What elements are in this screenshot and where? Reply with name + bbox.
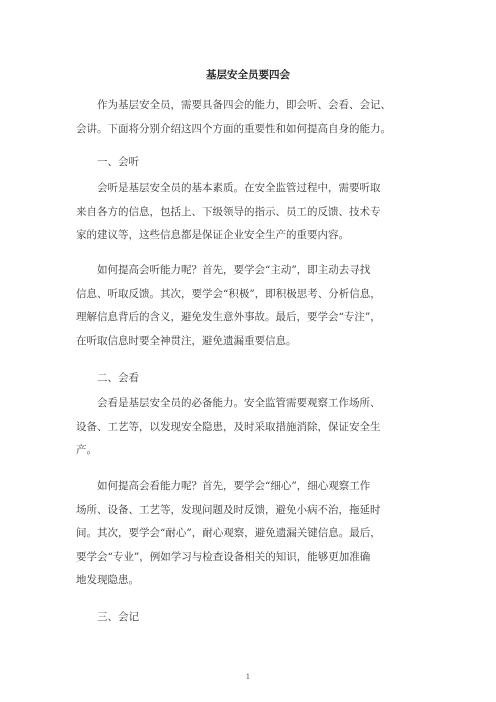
document-title: 基层安全员要四会 xyxy=(206,69,290,81)
section2-paragraph-1 xyxy=(76,392,436,463)
text-line: 信息、听取反馈。其次，要学会“积极”，即积极思考、分析信息， xyxy=(76,287,381,300)
text-line: 会听是基层安全员的基本素质。在安全监管过程中，需要听取 xyxy=(97,182,381,194)
text-line: 地发现隐患。 xyxy=(76,574,139,586)
text-line: 间。其次，要学会“耐心”，耐心观察，避免遗漏关键信息。最后， xyxy=(76,527,381,539)
section-heading-look: 二、会看 xyxy=(97,372,139,384)
section-heading-listen: 一、会听 xyxy=(97,156,139,168)
text-line: 如何提高会听能力呢？首先，要学会“主动”，即主动去寻找 xyxy=(97,264,371,276)
text-line: 在听取信息时要全神贯注，避免遗漏重要信息。 xyxy=(76,334,297,347)
text-line: 来自各方的信息，包括上、下级领导的指示、员工的反馈、技术专 xyxy=(76,205,381,218)
text-line: 产。 xyxy=(76,444,97,456)
text-line: 场所、设备、工艺等，发现问题及时反馈，避免小病不治，拖延时 xyxy=(76,503,381,516)
section-heading-remember: 三、会记 xyxy=(97,611,139,623)
text-line: 如何提高会看能力呢？首先，要学会“细心”，细心观察工作 xyxy=(97,480,371,492)
section1-paragraph-2 xyxy=(76,259,436,353)
text-line: 设备、工艺等，以发现安全隐患，及时采取措施消除，保证安全生 xyxy=(76,420,381,433)
section1-paragraph-1 xyxy=(76,177,436,248)
text-line: 理解信息背后的含义，避免发生意外事故。最后，要学会“专注”， xyxy=(76,311,381,323)
page-number: 1 xyxy=(245,673,251,681)
section2-paragraph-2 xyxy=(76,475,436,593)
text-line: 要学会“专业”，例如学习与检查设备相关的知识，能够更加准确 xyxy=(76,550,371,563)
intro-paragraph xyxy=(76,94,436,141)
text-line: 会讲。下面将分别介绍这四个方面的重要性和如何提高自身的能力。 xyxy=(76,122,391,135)
text-line: 作为基层安全员，需要具备四会的能力，即会听、会看、会记、 xyxy=(97,99,391,111)
text-line: 会看是基层安全员的必备能力。安全监管需要观察工作场所、 xyxy=(97,397,381,409)
text-line: 家的建议等，这些信息都是保证企业安全生产的重要内容。 xyxy=(76,229,349,241)
